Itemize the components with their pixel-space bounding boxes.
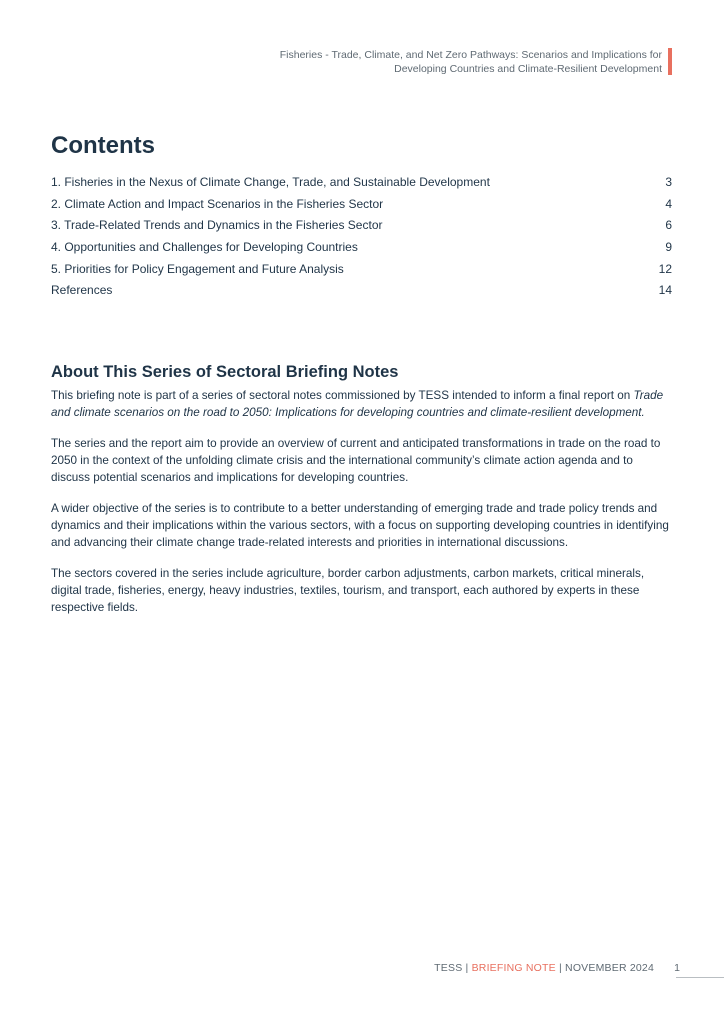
contents-title: Contents [51, 132, 155, 159]
toc-entry[interactable] [51, 196, 672, 218]
header-line-2: Developing Countries and Climate-Resilient Development [394, 63, 662, 75]
toc-entry[interactable] [51, 239, 672, 261]
toc-entry-page: 6 [665, 218, 672, 233]
about-section-body [51, 387, 674, 630]
toc-entry-label: 1. Fisheries in the Nexus of Climate Change, Trade, and Sustainable Development [51, 175, 490, 189]
toc-entry-page: 3 [665, 175, 672, 189]
header-accent-bar [668, 48, 672, 75]
footer-divider [676, 977, 724, 978]
footer-separator: | [555, 962, 566, 974]
footer-org: TESS [434, 962, 463, 974]
toc-entry-page: 12 [658, 261, 672, 276]
toc-entry-label: 4. Opportunities and Challenges for Developing Countries [51, 240, 358, 255]
table-of-contents [51, 174, 672, 304]
footer-doc-type: BRIEFING NOTE [471, 962, 556, 974]
toc-entry-label: 2. Climate Action and Impact Scenarios in the Fisheries Sector [51, 196, 384, 211]
toc-entry-label: References [51, 283, 113, 298]
toc-entry-page: 9 [665, 240, 672, 255]
footer-separator: | [462, 962, 472, 974]
footer-date: NOVEMBER 2024 [565, 962, 654, 974]
toc-entry[interactable] [51, 282, 672, 304]
toc-entry-label: 5. Priorities for Policy Engagement and Future Analysis [51, 261, 344, 276]
about-paragraph-1-text: This briefing note is part of a series of sectoral notes commissioned by TESS intended to inform a final report on [51, 389, 634, 402]
toc-entry[interactable] [51, 261, 672, 283]
about-paragraph-3: A wider objective of the series is to contribute to a better understanding of emerging trade and trade policy trends and dynamics and their implications within the various sectors, with a focus on supporting developing countries in identifying and advancing their climate change trade-related interests and priorities in international discussions. [51, 502, 669, 549]
about-paragraph-4: The sectors covered in the series include agriculture, border carbon adjustments, carbon markets, critical minerals, digital trade, fisheries, energy, heavy industries, textiles, tourism, and transport, each authored by experts in these respective fields. [51, 567, 645, 614]
toc-entry-page: 14 [658, 283, 672, 298]
toc-entry[interactable] [51, 174, 672, 196]
about-section-title: About This Series of Sectoral Briefing Notes [51, 363, 399, 381]
toc-entry-page: 4 [665, 196, 672, 211]
running-header [242, 48, 662, 76]
about-paragraph-1 [51, 387, 674, 421]
page-number: 1 [674, 962, 680, 974]
header-line-1: Fisheries - Trade, Climate, and Net Zero Pathways: Scenarios and Implications for [279, 49, 662, 61]
page-footer [434, 962, 654, 974]
toc-entry-label: 3. Trade-Related Trends and Dynamics in the Fisheries Sector [51, 218, 383, 233]
report-title-italic: Trade and climate scenarios on the road to 2050: Implications for developing countries and climate-resilient development. [51, 389, 664, 419]
about-paragraph-2: The series and the report aim to provide an overview of current and anticipated transformations in trade on the road to 2050 in the context of the unfolding climate crisis and the international community’s climate action agenda and to discuss potential scenarios and implications for developing countries. [51, 437, 661, 484]
toc-entry[interactable] [51, 217, 672, 239]
